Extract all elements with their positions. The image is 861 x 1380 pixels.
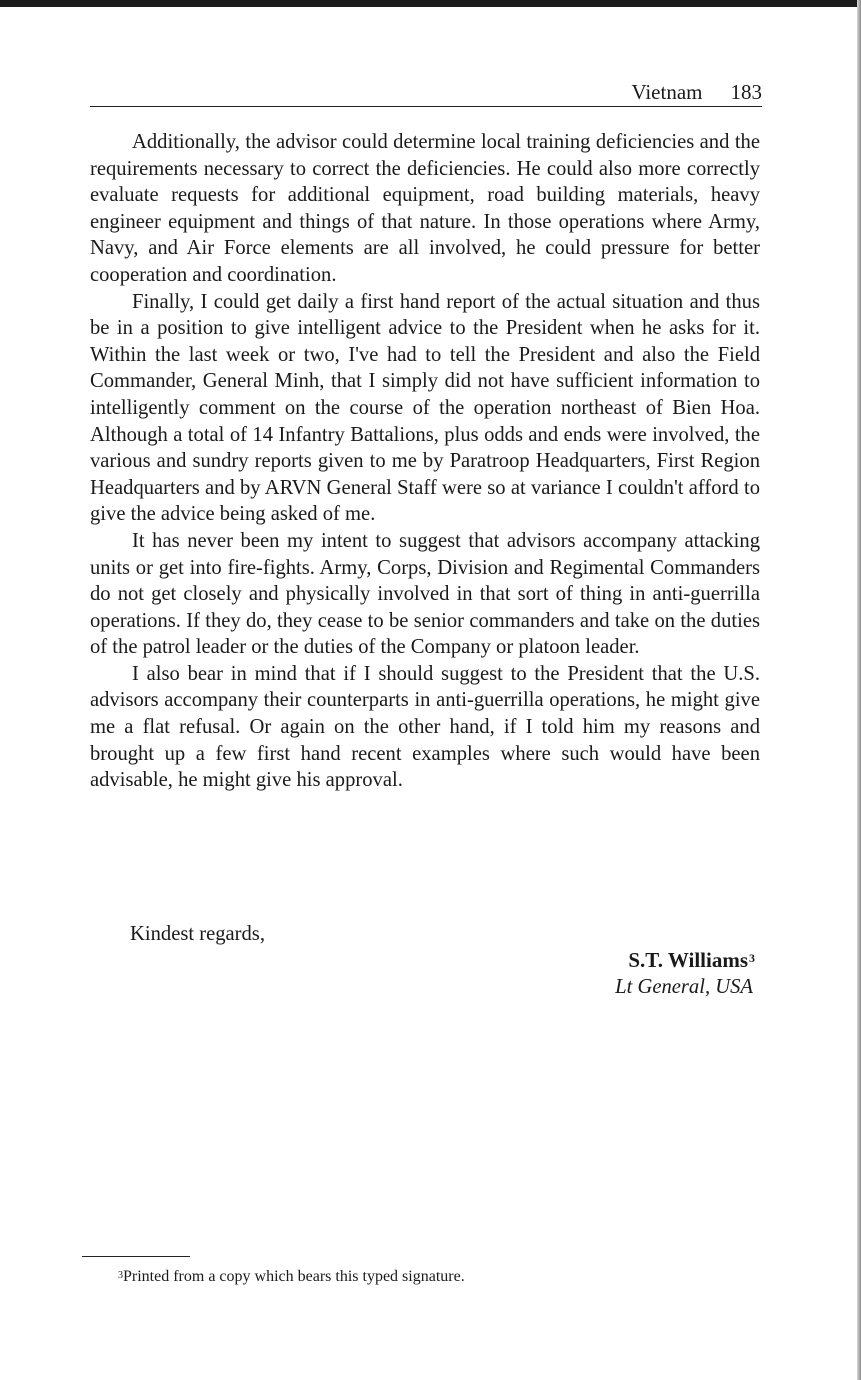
signer-title: Lt General, USA [615, 976, 753, 998]
page-right-edge [857, 0, 861, 1380]
footnote-text: Printed from a copy which bears this typed signature. [123, 1268, 465, 1285]
running-head [90, 80, 762, 107]
closing-salutation: Kindest regards, [130, 923, 265, 945]
signer-name [628, 947, 755, 973]
paragraph: I also bear in mind that if I should suggest to the President that the U.S. advisors accompany their counterparts in anti-guerrilla operations, he might give me a flat refusal. Or again on the other hand, if I told him my reasons and brought up a few first hand recent examples where such would have been advisable, he might give his approval. [90, 662, 760, 792]
footnote [118, 1266, 465, 1288]
page-top-edge [0, 0, 861, 7]
signer-name-text: S.T. Williams [628, 948, 748, 972]
footnote-divider [82, 1256, 190, 1257]
running-head-title: Vietnam [631, 80, 703, 104]
paragraph: Additionally, the advisor could determine local training deficiencies and the requirements necessary to correct the deficiencies. He could also more correctly evaluate requests for additional equipment, road building materials, heavy engineer equipment and things of that nature. In those operations where Army, Navy, and Air Force elements are all involved, he could pressure for better cooperation and coordination. [90, 131, 760, 286]
letter-body [90, 129, 760, 794]
paragraph: Finally, I could get daily a first hand report of the actual situation and thus be in a position to give intelligent advice to the President when he asks for it. Within the last week or two, I've had to tell the President and also the Field Commander, General Minh, that I simply did not have sufficient information to intelligently comment on the course of the operation northeast of Bien Hoa. Although a total of 14 Infantry Battalions, plus odds and ends were involved, the various and sundry reports given to me by Paratroop Headquarters, First Region Headquarters and by ARVN General Staff were so at variance I couldn't afford to give the advice being asked of me. [90, 290, 760, 526]
footnote-reference: 3 [749, 951, 755, 965]
page-number: 183 [730, 80, 762, 104]
footnote-mark: 3 [118, 1270, 123, 1281]
paragraph: It has never been my intent to suggest that advisors accompany attacking units or get into fire-fights. Army, Corps, Division and Regimental Commanders do not get closely and physically involved in that sort of thing in anti-guerrilla operations. If they do, they cease to be senior commanders and take on the duties of the patrol leader or the duties of the Company or platoon leader. [90, 529, 760, 659]
